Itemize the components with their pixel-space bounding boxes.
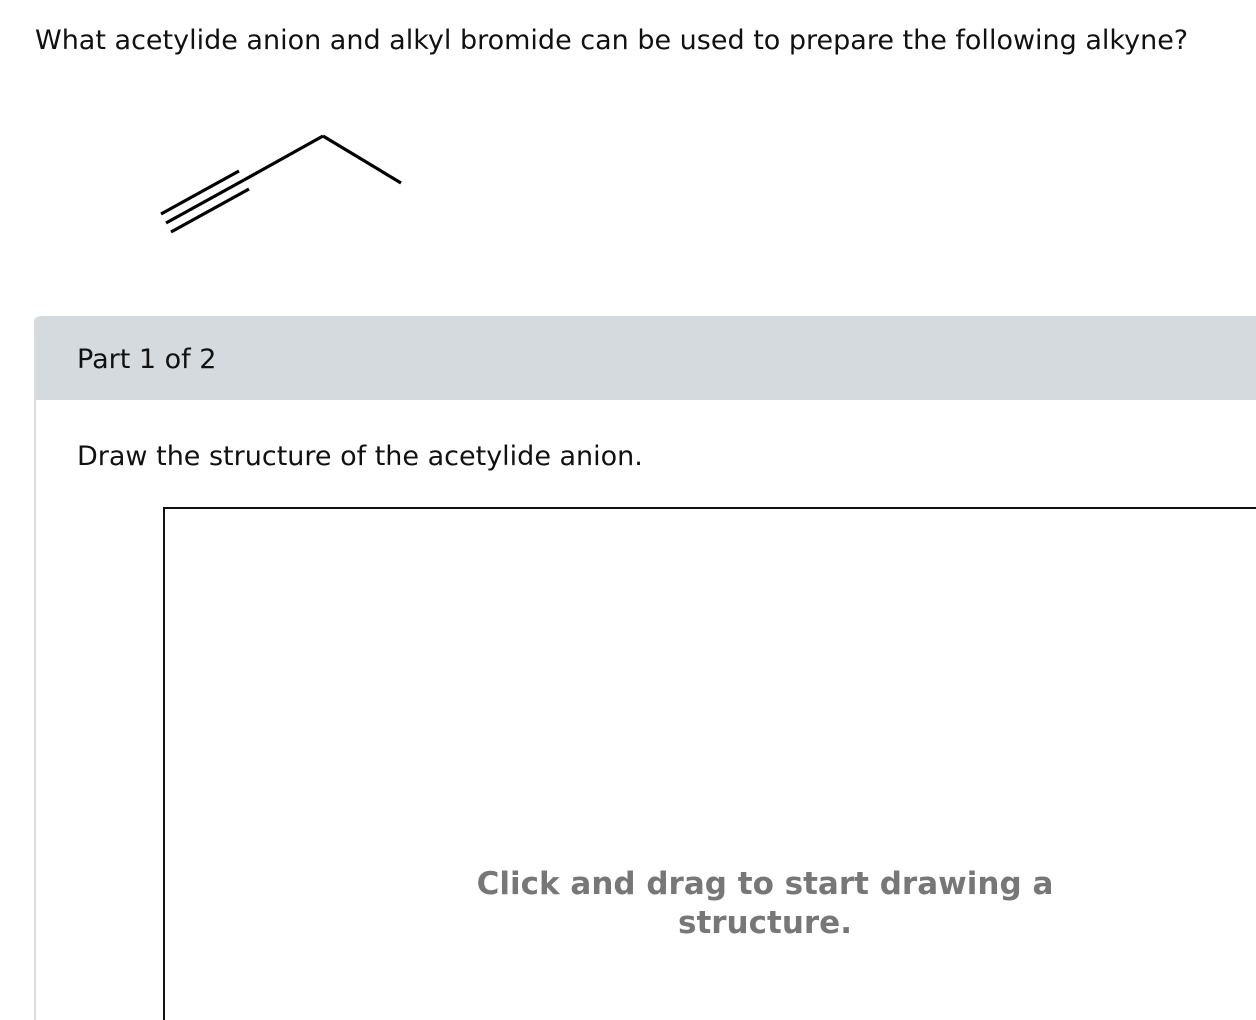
canvas-hint-line-2: structure. xyxy=(678,905,852,941)
single-bond-1 xyxy=(244,136,323,180)
structure-drawing-canvas[interactable] xyxy=(163,507,1256,1020)
part-label: Part 1 of 2 xyxy=(77,344,217,375)
alkyne-structure-image xyxy=(140,115,430,255)
part-instruction: Draw the structure of the acetylide anion. xyxy=(77,441,643,472)
canvas-hint-line-1: Click and drag to start drawing a xyxy=(476,866,1054,902)
part-panel xyxy=(34,316,1256,1020)
part-header xyxy=(36,316,1256,400)
question-text: What acetylide anion and alkyl bromide can be used to prepare the following alkyne? xyxy=(35,25,1189,56)
canvas-hint xyxy=(395,865,1135,943)
triple-bond-line-1 xyxy=(161,171,239,214)
triple-bond-line-2 xyxy=(166,180,244,223)
triple-bond-line-3 xyxy=(171,189,249,232)
single-bond-2 xyxy=(323,136,401,183)
